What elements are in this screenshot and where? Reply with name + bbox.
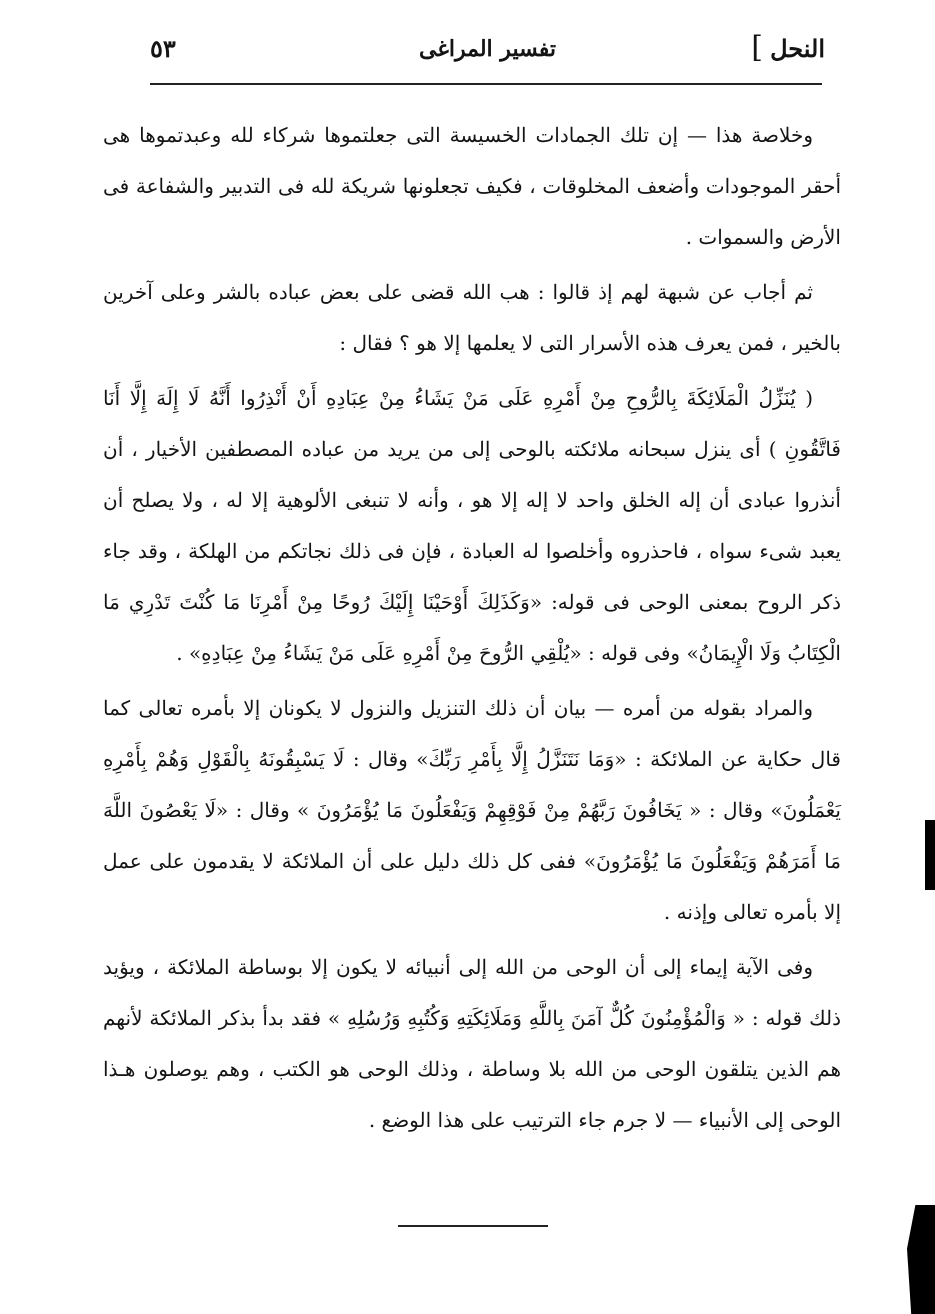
paragraph-5: وفى الآية إيماء إلى أن الوحى من الله إلى أنبيائه لا يكون إلا بوساطة الملائكة ، ويؤيد ذلك قوله : « وَالْمُؤْمِنُونَ كُلٌّ آمَنَ بِاللَّهِ وَمَلَائِكَتِهِ وَكُتُبِهِ وَرُسُلِهِ » فقد بدأ بذكر الملائكة لأنهم هم الذين يتلقون الوحى من الله بلا وساطة ، وذلك الوحى هو الكتب ، وهم يوصلون هـذا الوحى إلى الأنبياء — لا جرم جاء الترتيب على هذا الوضع . [103, 955, 841, 1132]
paragraph-4: والمراد بقوله من أمره — بيان أن ذلك التنزيل والنزول لا يكونان إلا بأمره تعالى كما قال حكاية عن الملائكة : «وَمَا نَتَنَزَّلُ إِلَّا بِأَمْرِ رَبِّكَ» وقال : لَا يَسْبِقُونَهُ بِالْقَوْلِ وَهُمْ بِأَمْرِهِ يَعْمَلُونَ» وقال : « يَخَافُونَ رَبَّهُمْ مِنْ فَوْقِهِمْ وَيَفْعَلُونَ مَا يُؤْمَرُونَ » وقال : «لَا يَعْصُونَ اللَّهَ مَا أَمَرَهُمْ وَيَفْعَلُونَ مَا يُؤْمَرُونَ» ففى كل ذلك دليل على أن الملائكة لا يقدمون على عمل إلا بأمره تعالى وإذنه . [103, 696, 841, 924]
footer-divider [398, 1225, 548, 1227]
chapter-name: النحل [770, 34, 825, 63]
scan-shadow-mark [925, 820, 935, 890]
page-header [150, 28, 825, 78]
header-bracket: ] [751, 30, 763, 65]
paragraph-1: وخلاصة هذا — إن تلك الجمادات الخسيسة التى جعلتموها شركاء لله وعبدتموها هى أحقر الموجودات وأضعف المخلوقات ، فكيف تجعلونها شريكة لله فى التدبير والشفاعة فى الأرض والسموات . [103, 123, 841, 249]
page-body [103, 110, 841, 1150]
book-title: تفسير المراغى [419, 36, 556, 62]
paragraph-2: ثم أجاب عن شبهة لهم إذ قالوا : هب الله قضى على بعض عباده بالشر وعلى آخرين بالخير ، فمن يعرف هذه الأسرار التى لا يعلمها إلا هو ؟ فقال : [103, 280, 841, 355]
paragraph-3: ( يُنَزِّلُ الْمَلَائِكَةَ بِالرُّوحِ مِنْ أَمْرِهِ عَلَى مَنْ يَشَاءُ مِنْ عِبَادِهِ أَنْ أَنْذِرُوا أَنَّهُ لَا إِلَهَ إِلَّا أَنَا فَاتَّقُونِ ) أى ينزل سبحانه ملائكته بالوحى إلى من يريد من عباده المصطفين الأخيار ، أن أنذروا عبادى أن إله الخلق واحد لا إله إلا هو ، وأنه لا تنبغى الألوهية إلا له ، ولا يصلح أن يعبد شىء سواه ، فاحذروه وأخلصوا له العبادة ، فإن فى ذلك نجاتكم من الهلكة ، وقد جاء ذكر الروح بمعنى الوحى فى قوله: «وَكَذَلِكَ أَوْحَيْنَا إِلَيْكَ رُوحًا مِنْ أَمْرِنَا مَا كُنْتَ تَدْرِي مَا الْكِتَابُ وَلَا الْإِيمَانُ» وفى قوله : «يُلْقِي الرُّوحَ مِنْ أَمْرِهِ عَلَى مَنْ يَشَاءُ مِنْ عِبَادِهِ» . [103, 386, 841, 665]
scan-page-edge [907, 1205, 935, 1314]
page-number: ٥٣ [150, 34, 176, 63]
header-divider [150, 83, 822, 85]
